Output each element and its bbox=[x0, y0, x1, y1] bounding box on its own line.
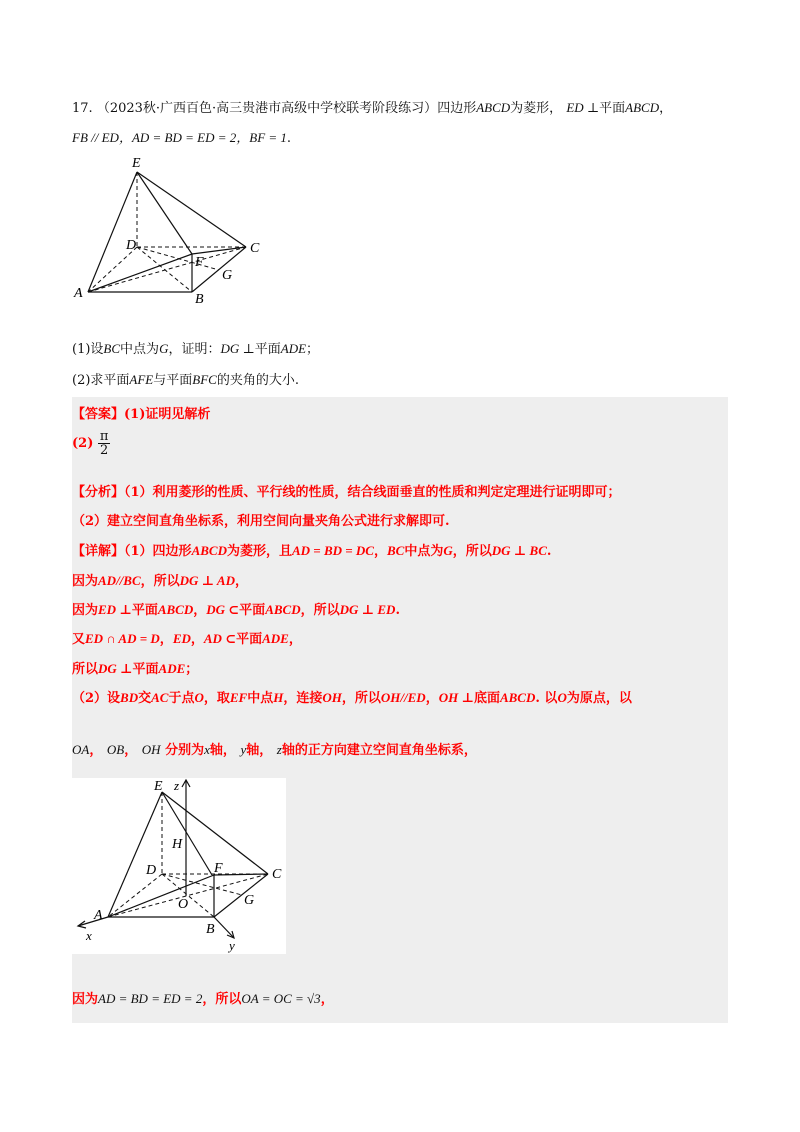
detail-line-1: 【详解】（1）四边形ABCD为菱形，且AD = BD = DC，BC中点为G，所以DG ⊥ BC. bbox=[72, 543, 552, 559]
edge-AF bbox=[88, 254, 192, 292]
question-number: 17. bbox=[72, 101, 93, 116]
label-F: F bbox=[214, 861, 223, 876]
edge-EF bbox=[137, 172, 192, 254]
label-C: C bbox=[272, 867, 282, 882]
answer-fraction: $\frac{\pi}{2}$ bbox=[99, 429, 109, 458]
label-y: y bbox=[229, 938, 235, 953]
answer-line-2: (2) $\frac{\pi}{2}$ bbox=[72, 429, 109, 458]
answer-line-1 bbox=[72, 403, 210, 422]
label-F: F bbox=[195, 255, 204, 270]
subquestion-2: (2)求平面AFE与平面BFC的夹角的大小. bbox=[72, 372, 299, 388]
edge-EF bbox=[162, 792, 212, 875]
question-source: （2023秋·广西百色·高三贵港市高级中学校联考阶段练习） bbox=[96, 101, 438, 116]
edge-DA-hidden bbox=[88, 247, 137, 292]
subquestion-1: (1)设BC中点为G，证明：DG ⊥平面ADE； bbox=[72, 341, 320, 357]
label-z: z bbox=[174, 778, 180, 793]
analysis-tag: 【分析】 bbox=[72, 485, 125, 500]
detail-line-7: OA， OB， OH 分别为x轴， y轴， z轴的正方向建立空间直角坐标系， bbox=[72, 742, 477, 758]
x-axis bbox=[78, 917, 108, 926]
detail-line-3: 因为ED ⊥平面ABCD，DG ⊂平面ABCD，所以DG ⊥ ED. bbox=[72, 602, 400, 618]
label-A: A bbox=[74, 286, 83, 301]
label-E: E bbox=[154, 779, 163, 794]
label-O: O bbox=[178, 897, 189, 912]
label-G: G bbox=[244, 893, 255, 908]
label-G: G bbox=[222, 268, 233, 283]
y-axis bbox=[214, 917, 234, 938]
edge-EA bbox=[88, 172, 137, 292]
edge-DA-hidden bbox=[108, 874, 162, 917]
label-A: A bbox=[94, 908, 103, 923]
label-E: E bbox=[132, 156, 141, 171]
label-x: x bbox=[86, 928, 92, 943]
label-D: D bbox=[126, 238, 137, 253]
label-B: B bbox=[206, 922, 215, 937]
detail-line-2: 因为AD//BC，所以DG ⊥ AD， bbox=[72, 573, 249, 589]
label-D: D bbox=[146, 863, 157, 878]
label-B: B bbox=[195, 292, 204, 307]
detail-line-4: 又ED ∩ AD = D，ED，AD ⊂平面ADE， bbox=[72, 631, 302, 647]
answer-panel bbox=[72, 397, 728, 1023]
question-stem-line-2: FB // ED，AD = BD = ED = 2，BF = 1. bbox=[72, 130, 292, 146]
edge-FC bbox=[192, 247, 246, 254]
analysis-line-2: （2）建立空间直角坐标系，利用空间向量夹角公式进行求解即可. bbox=[72, 514, 450, 529]
detail-line-6: （2）设BD交AC于点O，取EF中点H，连接OH，所以OH//ED，OH ⊥底面ABCD. 以O为原点，以 bbox=[72, 690, 632, 706]
figure-1-pyramid bbox=[72, 152, 272, 307]
answer-part-1: (1)证明见解析 bbox=[124, 407, 211, 422]
edge-BC bbox=[214, 874, 268, 917]
analysis-line-1: 【分析】（1）利用菱形的性质、平行线的性质，结合线面垂直的性质和判定定理进行证明即可； bbox=[72, 485, 621, 500]
label-H: H bbox=[172, 837, 183, 852]
detail-line-5: 所以DG ⊥平面ADE； bbox=[72, 661, 199, 677]
question-stem-line-1: 17. （2023秋·广西百色·高三贵港市高级中学校联考阶段练习）四边形ABCD为菱形， ED ⊥平面ABCD， bbox=[72, 100, 673, 116]
label-C: C bbox=[250, 241, 260, 256]
answer-tag: 【答案】 bbox=[72, 407, 125, 422]
detail-tag: 【详解】 bbox=[72, 544, 125, 559]
figure-2-coordinate-system bbox=[72, 778, 286, 954]
detail-line-8: 因为AD = BD = ED = 2，所以OA = OC = √3， bbox=[72, 991, 334, 1007]
edge-DB-hidden bbox=[137, 247, 192, 292]
edge-EC bbox=[137, 172, 246, 247]
